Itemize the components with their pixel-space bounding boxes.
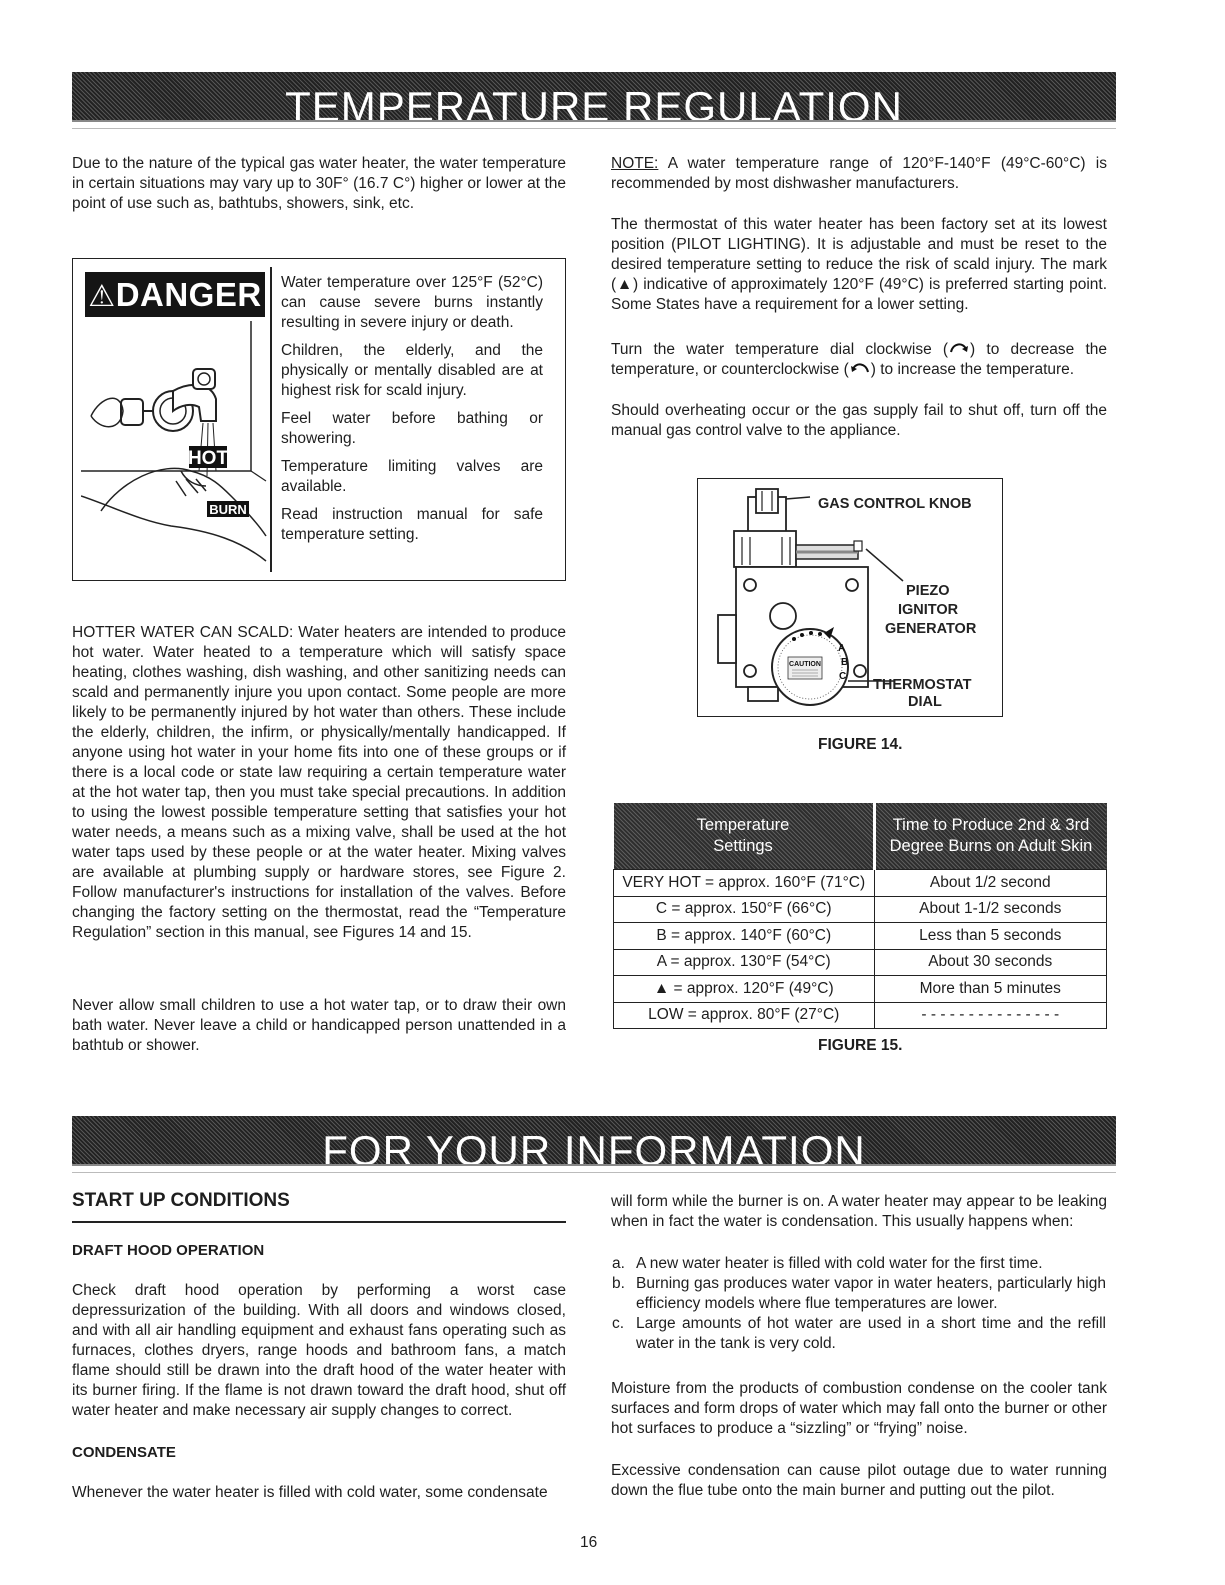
list-marker: c. (612, 1315, 625, 1332)
danger-warning-box (72, 258, 566, 581)
time-cell: More than 5 minutes (874, 976, 1107, 1003)
piezo-label-line-2: IGNITOR (898, 602, 959, 618)
dial-letter-b: B (841, 657, 849, 668)
banner-title: TEMPERATURE REGULATION (285, 83, 903, 122)
time-cell: Less than 5 seconds (874, 923, 1107, 950)
counterclockwise-arrow-icon (849, 361, 871, 378)
figure-15-temperature-table (613, 803, 1107, 1029)
note-text: A water temperature range of 120°F-140°F (49°C-60°C) is recommended by most dishwasher manufacturers. (611, 155, 1107, 192)
hot-label: HOT (187, 448, 229, 469)
table-row (614, 896, 1107, 923)
list-marker: b. (612, 1275, 625, 1292)
turn-text-2: ) to decrease the temperature, or counterclockwise ( (611, 341, 1108, 378)
list-item-text: Large amounts of hot water are used in a short time and the refill water in the tank is very cold. (636, 1315, 1106, 1352)
column-header-line: Time to Produce 2nd & 3rd (892, 816, 1090, 834)
hot-water-faucet-illustration (81, 321, 271, 571)
thermostat-label-line-2: DIAL (908, 694, 942, 710)
setting-cell: A = approx. 130°F (54°C) (614, 949, 875, 976)
note-label: NOTE: (611, 155, 659, 172)
banner-title: FOR YOUR INFORMATION (322, 1127, 866, 1166)
draft-hood-paragraph: Check draft hood operation by performing a worst case depressurization of the building. With all doors and windows closed, and with all air handling equipment and exhaust fans operating such as furnaces, clothes dryers, range hoods and bathroom fans, a match flame should still be drawn into the draft hood of the water heater with its burner firing. If the flame is not drawn toward the draft hood, shut off water heater and make necessary air supply changes to correct. (72, 1282, 566, 1419)
turn-dial-paragraph (611, 340, 1107, 380)
thermostat-label-line-1: THERMOSTAT (873, 677, 972, 693)
figure-15-caption: FIGURE 15. (818, 1037, 903, 1054)
table-row (614, 1002, 1107, 1029)
danger-divider (270, 267, 272, 572)
dial-letter-a: A (838, 643, 846, 654)
piezo-label-line-3: GENERATOR (885, 621, 977, 637)
table-row (614, 949, 1107, 976)
dial-caution-label: CAUTION (789, 661, 821, 668)
list-item (610, 1314, 1106, 1354)
danger-item: Water temperature over 125°F (52°C) can cause severe burns instantly resulting in severe injury or death. (281, 274, 543, 331)
setting-cell: B = approx. 140°F (60°C) (614, 923, 875, 950)
gas-control-knob-label: GAS CONTROL KNOB (818, 496, 972, 512)
thermostat-text-1: The thermostat of this water heater has been factory set at its lowest position (PILOT LIGHTING). It is adjustable and must be reset to the desired temperature setting to reduce the risk of scald injury. The mark ( (611, 216, 1107, 293)
thermostat-paragraph (611, 215, 1107, 315)
time-cell: - - - - - - - - - - - - - - - (874, 1002, 1107, 1029)
time-cell: About 30 seconds (874, 949, 1107, 976)
list-item (610, 1274, 1106, 1314)
banner-rule (72, 128, 1116, 129)
danger-item: Read instruction manual for safe temperature setting. (281, 506, 543, 543)
table-row (614, 870, 1107, 897)
triangle-mark-icon: ▲ (616, 276, 634, 293)
column-header-temperature-settings (614, 803, 875, 870)
danger-item: Temperature limiting valves are available. (281, 458, 543, 495)
turn-text-3: ) to increase the temperature. (870, 361, 1075, 378)
setting-cell: ▲ = approx. 120°F (49°C) (614, 976, 875, 1003)
column-header-burn-time (874, 803, 1107, 870)
column-header-line: Settings (713, 837, 773, 855)
figure-14-caption: FIGURE 14. (818, 736, 903, 753)
section-banner-for-your-information (72, 1116, 1116, 1166)
list-item (610, 1254, 1106, 1274)
piezo-label-line-1: PIEZO (906, 583, 950, 599)
banner-rule (72, 1172, 1116, 1173)
danger-label-text: DANGER (115, 276, 262, 313)
setting-cell: VERY HOT = approx. 160°F (71°C) (614, 870, 875, 897)
list-item-text: A new water heater is filled with cold water for the first time. (636, 1255, 1043, 1272)
overheating-paragraph: Should overheating occur or the gas supply fail to shut off, turn off the manual gas control valve to the appliance. (611, 402, 1107, 439)
page-number: 16 (580, 1534, 598, 1551)
startup-conditions-heading: START UP CONDITIONS (72, 1190, 290, 1211)
intro-paragraph: Due to the nature of the typical gas water heater, the water temperature in certain situations may vary up to 30F° (16.7 C°) higher or lower at the point of use such as, bathtubs, showers, sink, etc. (72, 155, 566, 212)
setting-cell: LOW = approx. 80°F (27°C) (614, 1002, 875, 1029)
setting-cell: C = approx. 150°F (66°C) (614, 896, 875, 923)
danger-label (85, 272, 265, 317)
clockwise-arrow-icon (948, 341, 970, 358)
danger-item: Children, the elderly, and the physically or mentally disabled are at highest risk for scald injury. (281, 342, 543, 399)
moisture-paragraph: Moisture from the products of combustion condense on the cooler tank surfaces and form drops of water which may fall onto the burner or other hot surfaces to produce a “sizzling” or “frying” noise. (611, 1380, 1107, 1437)
figure-14-gas-control (697, 478, 1003, 717)
hotter-water-paragraph: HOTTER WATER CAN SCALD: Water heaters are intended to produce hot water. Water heated to a temperature which will satisfy space heating, clothes washing, dish washing, and other sanitizing needs can scald and permanently injure you upon contact. Some people are more likely to be permanently injured by hot water than others. These include the elderly, children, the infirm, or physically/mentally handicapped. If anyone using hot water in your home fits into one of these groups or if there is a local code or state law requiring a certain temperature water at the hot water tap, then you must take special precautions. In addition to using the lowest possible temperature setting that satisfies your hot water needs, a means such as a mixing valve, shall be used at the hot water taps used by these people or at the water heater. Mixing valves are available at plumbing supply or hardware stores, see Figure 2. Follow manufacturer's instructions for installation of the valves. Before changing the factory setting on the thermostat, read the “Temperature Regulation” section in this manual, see Figures 14 and 15. (72, 624, 566, 941)
time-cell: About 1-1/2 seconds (874, 896, 1107, 923)
condensate-heading: CONDENSATE (72, 1444, 176, 1461)
turn-text-1: Turn the water temperature dial clockwise ( (611, 341, 949, 358)
list-marker: a. (612, 1255, 625, 1272)
excessive-condensation-paragraph: Excessive condensation can cause pilot outage due to water running down the flue tube onto the main burner and putting out the pilot. (611, 1462, 1107, 1499)
table-row (614, 923, 1107, 950)
section-banner-temperature-regulation (72, 72, 1116, 122)
warning-triangle-icon: ⚠ (88, 280, 116, 313)
burn-label: BURN (209, 502, 247, 517)
danger-items (281, 273, 543, 553)
danger-item: Feel water before bathing or showering. (281, 410, 543, 447)
condensate-paragraph: Whenever the water heater is filled with cold water, some condensate (72, 1484, 548, 1501)
table-row (614, 976, 1107, 1003)
never-allow-paragraph: Never allow small children to use a hot water tap, or to draw their own bath water. Never leave a child or handicapped person unattended in a bathtub or shower. (72, 997, 566, 1054)
thermostat-text-2: ) indicative of approximately 120°F (49°C) is preferred starting point. Some States have a requirement for a lower setting. (611, 276, 1107, 313)
time-cell: About 1/2 second (874, 870, 1107, 897)
condensation-causes-list (610, 1254, 1106, 1354)
heading-underline (72, 1221, 566, 1223)
list-item-text: Burning gas produces water vapor in water heaters, particularly high efficiency models where flue temperatures are lower. (636, 1275, 1106, 1312)
column-header-line: Degree Burns on Adult Skin (889, 837, 1093, 855)
note-paragraph (611, 154, 1107, 194)
column-header-line: Temperature (696, 816, 790, 834)
draft-hood-heading: DRAFT HOOD OPERATION (72, 1242, 265, 1259)
condensation-continued-paragraph: will form while the burner is on. A water heater may appear to be leaking when in fact the water is condensation. This usually happens when: (611, 1193, 1107, 1230)
dial-letter-c: C (839, 671, 847, 682)
